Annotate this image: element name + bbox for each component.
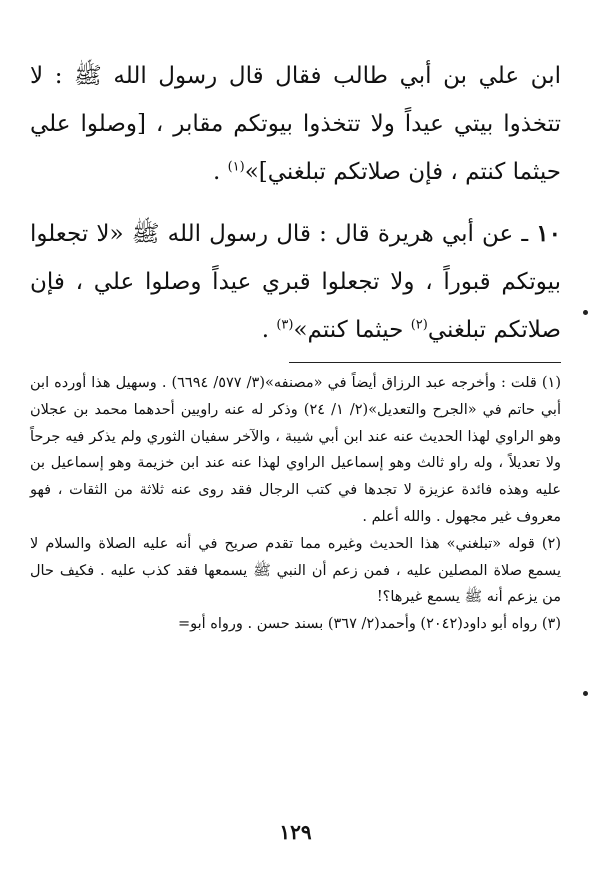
hadith-number: ١٠	[536, 220, 561, 247]
main-text	[30, 52, 561, 354]
footnotes	[30, 370, 561, 638]
paragraph-2-end: .	[261, 317, 270, 343]
margin-dot-upper	[583, 310, 588, 315]
footnote-ref-3: (٣)	[276, 317, 294, 333]
footnote-1: (١) قلت : وأخرجه عبد الرزاق أيضاً في «مصنفه»(٣/ ٥٧٧/ ٦٦٩٤) . وسهيل هذا أورده ابن أبي حاتم في «الجرح والتعديل»(٢/ ١/ ٢٤) وذكر له عنه راويين أحدهما محمد بن عجلان وهو الراوي لهذا الحديث عنه عند ابن أبي شيبة ، والآخر سفيان الثوري ولم يذكر فيه جرحاً ولا تعديلاً ، وله راو ثالث وهو إسماعيل الراوي لهذا عنه عند ابن خزيمة وهو إسماعيل بن عليه وهذه فائدة عزيزة لا تجدها في كتب الرجال فقد روى عنه ثلاثة من الثقات ، فهو معروف غير مجهول . والله أعلم .	[30, 375, 562, 525]
footnote-3: (٣) رواه أبو داود(٢٠٤٢) وأحمد(٢/ ٣٦٧) بسند حسن . ورواه أبو=	[177, 616, 561, 633]
margin-dot-lower	[583, 691, 588, 696]
footnote-ref-1: (١)	[227, 159, 245, 175]
paragraph-2-text: ـ عن أبي هريرة قال : قال رسول الله ﷺ «لا تجعلوا بيوتكم قبوراً ، ولا تجعلوا قبري عيداً وصلوا علي ، فإن صلاتكم تبلغني	[30, 221, 561, 343]
footnote-2: (٢) قوله «تبلغني» هذا الحديث وغيره مما تقدم صريح في أنه عليه الصلاة والسلام لا يسمع صلاة المصلين عليه ، فمن زعم أن النبي ﷺ يسمعها فقد كذب عليه . فكيف حال من يزعم أنه ﷺ يسمع غيرها؟!	[30, 535, 561, 606]
paragraph-2-mid: حيثما كنتم»	[293, 317, 404, 343]
paragraph-1-text: ابن علي بن أبي طالب فقال قال رسول الله ﷺ : لا تتخذوا بيتي عيداً ولا تتخذوا بيوتكم مقابر ، [وصلوا علي حيثما كنتم ، فإن صلاتكم تبلغني]»	[30, 63, 561, 185]
paragraph-1	[30, 52, 561, 196]
footnote-divider	[289, 362, 561, 363]
paragraph-1-end: .	[212, 159, 221, 185]
footnote-ref-2: (٢)	[410, 317, 428, 333]
page-number: ١٢٩	[279, 820, 312, 844]
paragraph-2	[30, 210, 561, 354]
